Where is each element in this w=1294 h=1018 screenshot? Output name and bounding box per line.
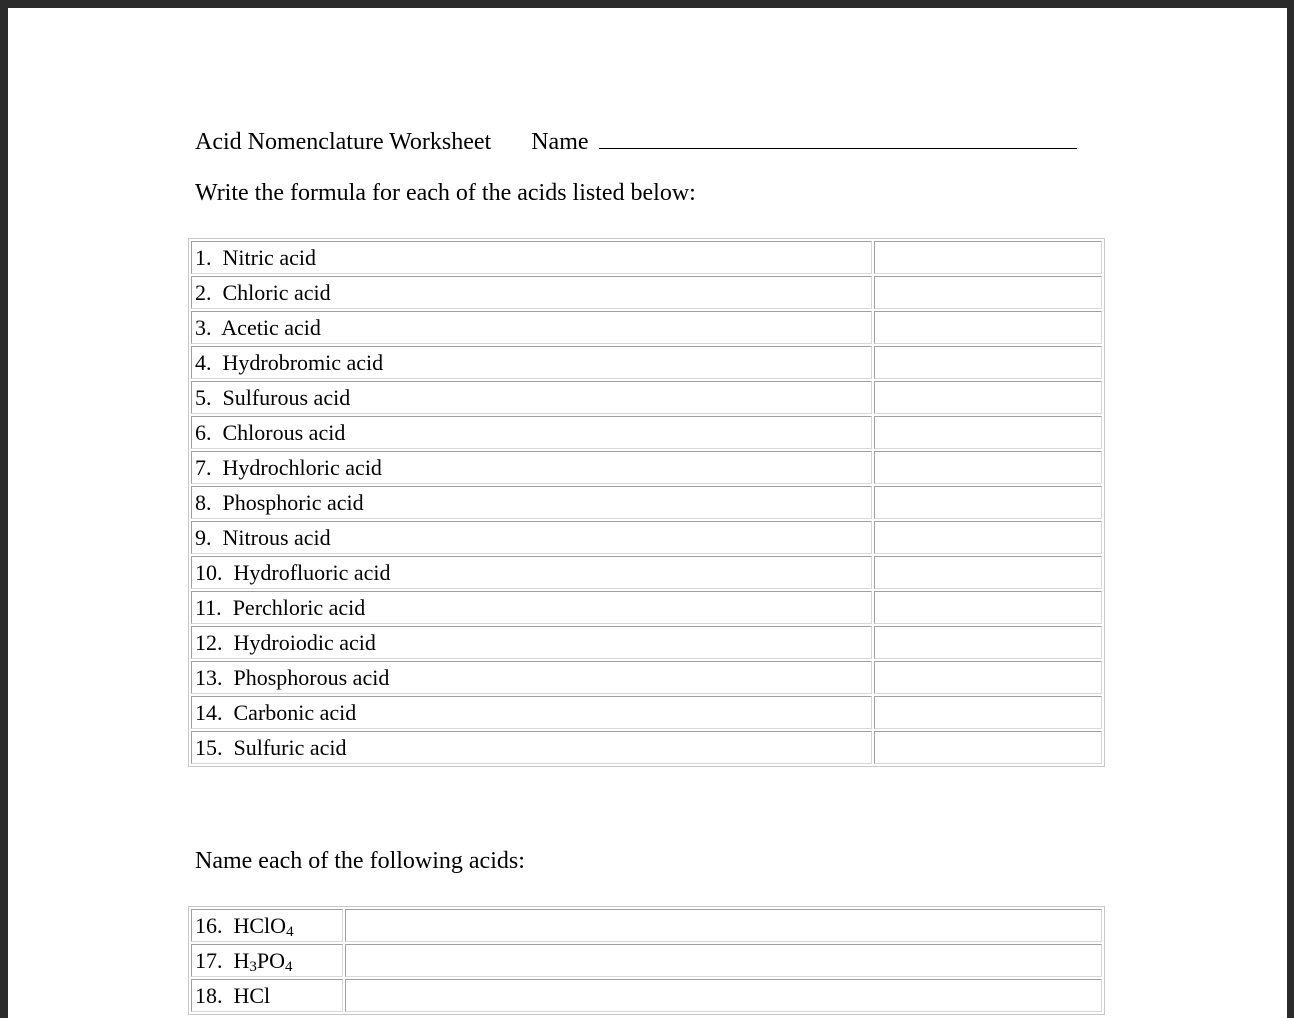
answer-cell[interactable] — [874, 276, 1102, 309]
acid-formula — [234, 913, 294, 938]
question-cell — [191, 346, 872, 379]
table-row — [191, 346, 1102, 379]
table-row — [191, 944, 1102, 977]
answer-cell[interactable] — [874, 661, 1102, 694]
name-blank-line[interactable] — [599, 126, 1077, 149]
question-number: 2. — [195, 279, 212, 305]
table-row — [191, 591, 1102, 624]
answer-cell[interactable] — [874, 451, 1102, 484]
table-row — [191, 626, 1102, 659]
question-number: 17. — [195, 947, 223, 973]
acid-name: Phosphorous acid — [233, 664, 390, 690]
naming-table — [188, 906, 1105, 1015]
table-row — [191, 661, 1102, 694]
acid-formula — [234, 948, 293, 973]
worksheet-header — [195, 126, 1077, 156]
acid-name: Sulfuric acid — [233, 734, 347, 760]
question-number: 3. — [195, 314, 212, 340]
acid-name: Chloric acid — [222, 279, 331, 305]
answer-cell[interactable] — [874, 696, 1102, 729]
question-cell — [191, 696, 872, 729]
table-row — [191, 521, 1102, 554]
question-number: 9. — [195, 524, 212, 550]
question-number: 4. — [195, 349, 212, 375]
acid-name: Hydrofluoric acid — [233, 559, 391, 585]
formula-part: H — [233, 947, 250, 973]
answer-cell[interactable] — [874, 556, 1102, 589]
table-row — [191, 556, 1102, 589]
formula-part: PO — [256, 947, 286, 973]
question-cell — [191, 311, 872, 344]
formula-cell — [191, 979, 343, 1012]
answer-cell[interactable] — [874, 731, 1102, 764]
formula-subscript: 4 — [286, 923, 294, 940]
question-number: 16. — [195, 912, 223, 938]
table-row — [191, 311, 1102, 344]
worksheet-title: Acid Nomenclature Worksheet — [195, 129, 492, 155]
question-cell — [191, 241, 872, 274]
acid-name: Nitric acid — [222, 244, 316, 270]
name-label: Name — [531, 129, 589, 155]
question-number: 15. — [195, 734, 223, 760]
question-number: 14. — [195, 699, 223, 725]
question-cell — [191, 626, 872, 659]
table-row — [191, 979, 1102, 1012]
formula-cell — [191, 944, 343, 977]
question-cell — [191, 661, 872, 694]
answer-cell[interactable] — [345, 909, 1102, 942]
question-number: 6. — [195, 419, 212, 445]
table-row — [191, 276, 1102, 309]
answer-cell[interactable] — [345, 979, 1102, 1012]
acid-name: Acetic acid — [221, 314, 321, 340]
acid-name: Hydrochloric acid — [222, 454, 382, 480]
question-cell — [191, 276, 872, 309]
table-row — [191, 731, 1102, 764]
formula-table — [188, 238, 1105, 767]
acid-name: Phosphoric acid — [222, 489, 364, 515]
answer-cell[interactable] — [874, 486, 1102, 519]
section2-instruction: Name each of the following acids: — [195, 848, 525, 874]
acid-formula — [234, 983, 271, 1008]
question-number: 13. — [195, 664, 223, 690]
question-cell — [191, 451, 872, 484]
question-number: 5. — [195, 384, 212, 410]
answer-cell[interactable] — [874, 311, 1102, 344]
answer-cell[interactable] — [874, 381, 1102, 414]
question-number: 10. — [195, 559, 223, 585]
answer-cell[interactable] — [874, 346, 1102, 379]
question-cell — [191, 591, 872, 624]
answer-cell[interactable] — [874, 521, 1102, 554]
formula-part: HCl — [233, 982, 271, 1008]
question-number: 8. — [195, 489, 212, 515]
answer-cell[interactable] — [874, 416, 1102, 449]
worksheet-page — [8, 8, 1287, 1018]
table-row — [191, 241, 1102, 274]
question-cell — [191, 556, 872, 589]
acid-name: Chlorous acid — [222, 419, 346, 445]
table-row — [191, 451, 1102, 484]
acid-name: Perchloric acid — [232, 594, 366, 620]
section1-instruction: Write the formula for each of the acids listed below: — [195, 180, 696, 206]
formula-subscript: 3 — [249, 958, 257, 975]
question-number: 12. — [195, 629, 223, 655]
question-cell — [191, 731, 872, 764]
answer-cell[interactable] — [874, 241, 1102, 274]
question-number: 1. — [195, 244, 212, 270]
question-cell — [191, 416, 872, 449]
table-row — [191, 696, 1102, 729]
answer-cell[interactable] — [345, 944, 1102, 977]
question-cell — [191, 486, 872, 519]
table-row — [191, 486, 1102, 519]
question-cell — [191, 521, 872, 554]
table-row — [191, 416, 1102, 449]
acid-name: Hydroiodic acid — [233, 629, 376, 655]
answer-cell[interactable] — [874, 591, 1102, 624]
table-row — [191, 381, 1102, 414]
acid-name: Nitrous acid — [222, 524, 331, 550]
acid-name: Hydrobromic acid — [222, 349, 384, 375]
question-number: 7. — [195, 454, 212, 480]
acid-name: Carbonic acid — [233, 699, 357, 725]
answer-cell[interactable] — [874, 626, 1102, 659]
formula-cell — [191, 909, 343, 942]
table-row — [191, 909, 1102, 942]
acid-name: Sulfurous acid — [222, 384, 351, 410]
formula-part: HClO — [233, 912, 287, 938]
question-number: 11. — [195, 594, 222, 620]
question-number: 18. — [195, 982, 223, 1008]
question-cell — [191, 381, 872, 414]
formula-subscript: 4 — [285, 958, 293, 975]
